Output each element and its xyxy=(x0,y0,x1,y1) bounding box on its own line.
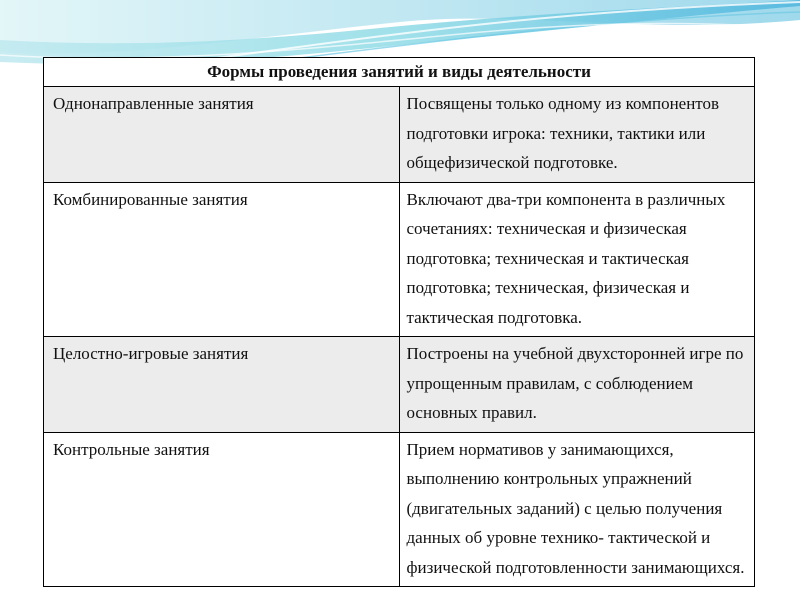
table-row xyxy=(44,182,755,337)
table-row xyxy=(44,432,755,587)
form-cell: Комбинированные занятия xyxy=(44,182,400,337)
table-row xyxy=(44,87,755,183)
table-header-row xyxy=(44,58,755,87)
form-cell: Целостно-игровые занятия xyxy=(44,337,400,433)
table-row xyxy=(44,337,755,433)
table-title: Формы проведения занятий и виды деятельности xyxy=(44,58,755,87)
description-cell: Построены на учебной двухсторонней игре по упрощенным правилам, с соблюдением основных правил. xyxy=(399,337,755,433)
description-cell: Включают два-три компонента в различных сочетаниях: техническая и физическая подготовка; техническая и тактическая подготовка; техническая, физическая и тактическая подготовка. xyxy=(399,182,755,337)
activity-forms-table xyxy=(43,57,755,587)
description-cell: Прием нормативов у занимающихся, выполнению контрольных упражнений (двигательных заданий) с целью получения данных об уровне технико- тактической и физической подготовленности занимающихся. xyxy=(399,432,755,587)
description-cell: Посвящены только одному из компонентов подготовки игрока: техники, тактики или общефизической подготовке. xyxy=(399,87,755,183)
form-cell: Контрольные занятия xyxy=(44,432,400,587)
form-cell: Однонаправленные занятия xyxy=(44,87,400,183)
